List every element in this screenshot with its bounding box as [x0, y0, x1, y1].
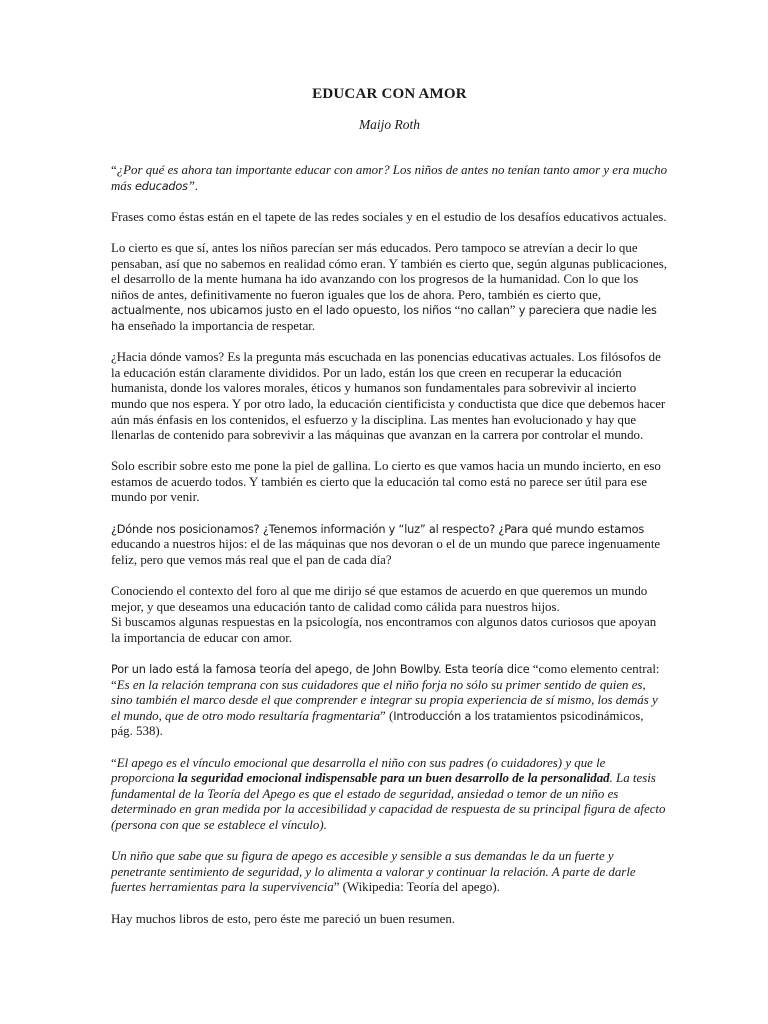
text-segment: ” (Wikipedia: Teoría del apego).	[333, 880, 500, 895]
paragraph-social-networks: Frases como éstas están en el tapete de las redes sociales y en el estudio de los desafíos educativos actuales.	[111, 209, 667, 224]
text-segment: Si buscamos algunas respuestas en la psicología, nos encontramos con algunos datos curiosos que apoyan la importancia de educar con amor.	[111, 615, 657, 645]
document-author: Maijo Roth	[358, 117, 421, 132]
text-segment-sans: Introducción a los	[393, 709, 490, 723]
text-segment: ” (	[380, 708, 394, 723]
paragraph-opening-quote	[111, 163, 668, 194]
paragraph-where-going: ¿Hacia dónde vamos? Es la pregunta más escuchada en las ponencias educativas actuales. Los filósofos de la educación están claramente divididos. Por un lado, están los que creen en recuperar la educación humanista, donde los valores morales, éticos y humanos son fundamentales para sobrevivir al incierto mundo que nos espera. Y por otro lado, la educación cientificista y conductista que dice que debemos hacer aún más énfasis en los contenidos, el esfuerzo y la disciplina. Las mentes han evolucionado y hay que llenarlas de contenido para sobrevivir a las máquinas que avanzan en la carrera por controlar el mundo.	[111, 350, 666, 443]
text-segment-sans: Por un lado está la famosa teoría del apego, de John Bowlby. Esta teoría dice	[111, 663, 530, 676]
paragraph-children-before	[111, 241, 668, 335]
text-segment-italic: El apego es el vínculo emocional que desarrolla el niño con sus padres (o cuidadores) y que le proporciona	[111, 755, 606, 786]
text-segment: educando a nuestros hijos: el de las máquinas que nos devoran o el de un mundo que parece ingenuamente feliz, pero que vemos más real que el pan de cada día?	[111, 537, 661, 567]
paragraph-bowlby	[111, 662, 668, 740]
text-segment-sans: no callan	[460, 304, 510, 318]
quote-italic-text: ¿Por qué es ahora tan importante educar con amor? Los niños de antes no tenían tanto amor y era mucho más	[111, 163, 668, 193]
paragraph-goosebumps: Solo escribir sobre esto me pone la piel de gallina. Lo cierto es que vamos hacia un mundo incierto, en eso estamos de acuerdo todos. Y también es cierto que la educación tal como está no parece ser útil para ese mundo por venir.	[111, 459, 661, 505]
text-segment-sans: ¿Dónde nos posicionamos? ¿Tenemos información y “luz” al respecto? ¿Para qué mundo estamos	[111, 522, 645, 536]
text-segment-italic: . La tesis fundamental de la Teoría del Apego es que el estado de seguridad, ansiedad o temor de un niño es determinado en gran medida por la accesibilidad y capacidad de respuesta de su principal figura de afecto (persona con que se establece el vínculo).	[111, 771, 666, 832]
text-segment: “	[451, 303, 461, 318]
text-segment: “	[111, 755, 117, 770]
paragraph-attachment-definition	[111, 756, 668, 834]
text-segment: Conociendo el contexto del foro al que me dirijo sé que estamos de acuerdo en que queremos un mundo mejor, y que deseamos una educación tanto de calidad como cálida para nuestros hijos.	[111, 584, 648, 614]
quote-close: ”.	[187, 178, 199, 193]
quote-open: “	[111, 163, 117, 177]
document-title: EDUCAR CON AMOR	[312, 86, 467, 102]
text-segment: “como elemento central: “	[111, 662, 660, 692]
text-segment-sans: actualmente, nos ubicamos justo en el lado opuesto, los niños	[111, 304, 452, 318]
paragraph-child-security	[111, 849, 668, 896]
text-segment: enseñado la importancia de respetar.	[124, 318, 316, 333]
quote-sans-text: educados	[135, 179, 188, 193]
paragraph-closing: Hay muchos libros de esto, pero éste me pareció un buen resumen.	[111, 911, 456, 926]
text-segment-italic: Es en la relación temprana con sus cuidadores que el niño forja no sólo su primer sentido de quien es, sino también el marco desde el que comprender e integrar su propia experiencia de sí mismo, los demás y el mundo, que de otro modo resultaría fragmentaria	[111, 677, 658, 723]
text-segment-bold-italic: la seguridad emocional indispensable para un buen desarrollo de la personalidad	[177, 771, 610, 786]
paragraph-forum-context	[111, 584, 668, 646]
text-segment-italic: Un niño que sabe que su figura de apego es accesible y sensible a sus demandas le da un fuerte y penetrante sentimiento de seguridad, y lo alimenta a valorar y continuar la relación. A parte de darle fuertes herramientas para la supervivencia	[111, 849, 636, 895]
text-segment-sans: y pareciera que nadie les ha	[111, 304, 657, 333]
text-segment: tratamientos psicodinámicos, pág. 538).	[111, 708, 644, 739]
text-segment: Lo cierto es que sí, antes los niños parecían ser más educados. Pero tampoco se atrevían a decir lo que pensaban, así que no sabemos en realidad cómo eran. Y también es cierto que, según algunas publicaciones, el desarrollo de la mente humana ha ido avanzando con los progresos de la humanidad. Con lo que los niños de antes, definitivamente no fueron iguales que los de ahora. Pero, también es cierto que,	[111, 240, 668, 302]
text-segment: ”	[509, 303, 519, 318]
paragraph-position	[111, 522, 668, 569]
